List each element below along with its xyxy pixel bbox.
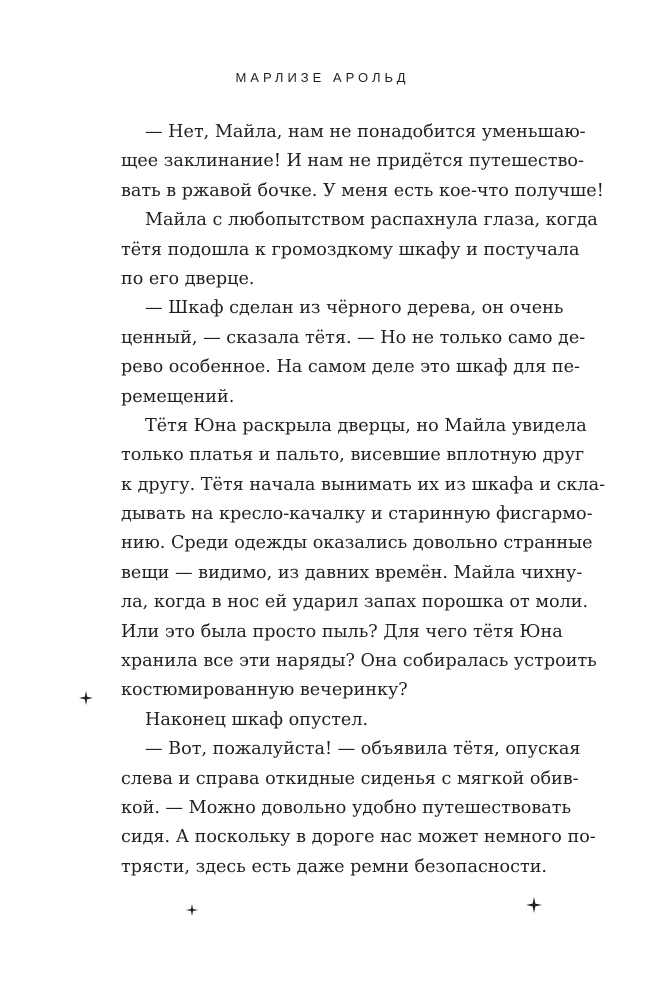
text-line: только платья и пальто, висевшие вплотную друг	[121, 445, 585, 466]
text-line: к другу. Тётя начала вынимать их из шкафа и скла-	[121, 474, 606, 495]
sparkle-icon	[186, 904, 198, 916]
text-line: ценный, — сказала тётя. — Но не только само де-	[121, 327, 586, 348]
text-line: дывать на кресло-качалку и старинную фисгармо-	[121, 504, 593, 525]
text-line: тётя подошла к громоздкому шкафу и постучала	[121, 239, 580, 260]
text-line: трясти, здесь есть даже ремни безопасности.	[121, 856, 548, 877]
text-line: сидя. А поскольку в дороге нас может немного по-	[121, 827, 596, 848]
text-line: нию. Среди одежды оказались довольно странные	[121, 533, 593, 554]
text-line: слева и справа откидные сиденья с мягкой обив-	[121, 768, 579, 789]
text-line: Майла с любопытством распахнула глаза, когда	[145, 210, 598, 231]
text-line: Или это была просто пыль? Для чего тётя Юна	[121, 621, 563, 642]
text-line: щее заклинание! И нам не придётся путешество-	[121, 151, 584, 172]
text-line: по его дверце.	[121, 268, 255, 289]
text-line: — Нет, Майла, нам не понадобится уменьшаю-	[145, 122, 586, 142]
text-line: кой. — Можно довольно удобно путешествовать	[121, 797, 572, 818]
text-line: вать в ржавой бочке. У меня есть кое-что получше!	[121, 180, 604, 201]
text-line: — Шкаф сделан из чёрного дерева, он очень	[145, 298, 564, 319]
text-line: вещи — видимо, из давних времён. Майла чихну-	[121, 562, 583, 583]
text-line: ла, когда в нос ей ударил запах порошка от моли.	[121, 592, 589, 613]
text-line: — Вот, пожалуйста! — объявила тётя, опуская	[145, 739, 581, 760]
body-text	[121, 118, 606, 882]
text-line: костюмированную вечеринку?	[121, 680, 408, 701]
sparkle-icon	[79, 691, 93, 705]
sparkle-icon	[526, 897, 542, 913]
text-line: ремещений.	[121, 386, 235, 407]
running-head-author: МАРЛИЗЕ АРОЛЬД	[235, 70, 410, 85]
text-line: рево особенное. На самом деле это шкаф для пе-	[121, 357, 580, 378]
text-line: Тётя Юна раскрыла дверцы, но Майла увидела	[145, 415, 587, 436]
text-line: хранила все эти наряды? Она собиралась устроить	[121, 651, 597, 672]
text-line: Наконец шкаф опустел.	[145, 709, 369, 730]
